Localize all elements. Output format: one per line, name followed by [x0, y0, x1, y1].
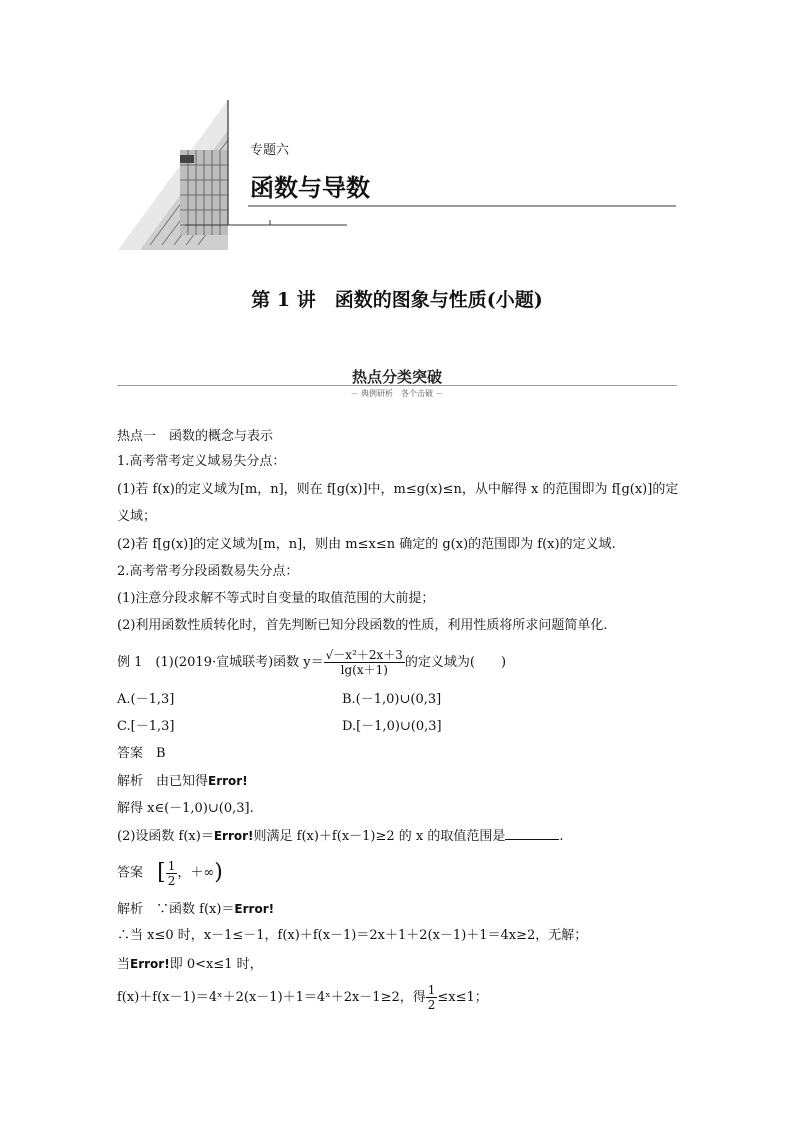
answer-2-label: 答案 [117, 865, 144, 881]
inline-fraction [426, 983, 438, 1012]
paragraph: (1)注意分段求解不等式时自变量的取值范围的大前提； [117, 591, 435, 606]
fraction-numerator: 1 [427, 983, 436, 997]
domain-fraction [324, 648, 405, 677]
solution-2 [117, 900, 274, 919]
section-rule [117, 385, 677, 386]
answer-fraction [166, 859, 178, 888]
left-bracket: [ [157, 860, 166, 885]
topic-label: 专题六 [250, 143, 290, 158]
fraction-numerator: √－x²＋2x＋3 [325, 648, 403, 662]
paragraph: 1.高考常考定义域易失分点： [117, 454, 286, 469]
line-suffix: ≤x≤1； [437, 990, 488, 1005]
paragraph: 2.高考常考分段函数易失分点： [117, 564, 299, 579]
example-1-prefix: 例 1 (1)(2019·宣城联考)函数 y＝ [117, 655, 324, 670]
paragraph: (2)若 f[g(x)]的定义域为[m，n]，则由 m≤x≤n 确定的 g(x)的范围即为 f(x)的定义域. [117, 537, 616, 552]
line-prefix: 当 [117, 957, 131, 972]
answer-2 [117, 855, 223, 891]
section-title: 热点分类突破 [351, 368, 442, 386]
line-suffix: 即 0<x≤1 时， [169, 957, 263, 972]
paragraph: 义域； [117, 509, 157, 524]
solution-line: ∴当 x≤0 时，x－1≤－1，f(x)＋f(x－1)＝2x＋1＋2(x－1)＋1＝4x≥2，无解； [117, 928, 588, 943]
solution-1 [117, 772, 248, 791]
error-placeholder: Error! [130, 957, 170, 971]
right-paren: ) [214, 860, 223, 885]
section-subtitle: － 典例研析 各个击破 － [350, 389, 444, 398]
part-2-end: . [559, 829, 564, 844]
fraction-denominator: 2 [427, 998, 436, 1012]
paragraph: (1)若 f(x)的定义域为[m，n]，则在 f[g(x)]中，m≤g(x)≤n，从中解得 x 的范围即为 f[g(x)]的定 [117, 482, 679, 497]
part-2-prefix: (2)设函数 f(x)＝ [117, 829, 214, 844]
fraction-numerator: 1 [167, 858, 176, 873]
answer-2-rest: ，＋∞ [177, 865, 215, 881]
option-d: D.[－1,0)∪(0,3] [342, 719, 442, 734]
hot-topic-heading: 热点一 函数的概念与表示 [117, 429, 274, 444]
topic-title: 函数与导数 [250, 174, 370, 202]
example-1-part-2 [117, 827, 564, 846]
fraction-denominator: lg(x＋1) [340, 663, 388, 677]
example-1-suffix: 的定义域为( ) [404, 655, 507, 670]
error-placeholder: Error! [213, 829, 254, 843]
line-prefix: f(x)＋f(x－1)＝4ˣ＋2(x－1)＋1＝4ˣ＋2x－1≥2，得 [117, 990, 426, 1005]
error-placeholder: Error! [234, 902, 275, 916]
answer-blank [505, 827, 559, 840]
example-1-question [117, 645, 506, 681]
solution-line [117, 955, 263, 974]
part-2-suffix: 则满足 f(x)＋f(x－1)≥2 的 x 的取值范围是 [253, 829, 506, 844]
error-placeholder: Error! [208, 774, 248, 788]
option-c: C.[－1,3] [117, 719, 175, 734]
option-a: A.(－1,3] [117, 692, 175, 707]
answer-1: 答案 B [117, 746, 166, 761]
chapter-header-graphic [110, 95, 680, 255]
solution-2-prefix: 解析 ∵函数 f(x)＝ [117, 902, 235, 917]
lecture-title: 第 1 讲 函数的图象与性质(小题) [251, 289, 543, 311]
solution-1-prefix: 解析 由已知得 [117, 774, 209, 789]
paragraph: (2)利用函数性质转化时，首先判断已知分段函数的性质，利用性质将所求问题简单化. [117, 618, 608, 633]
fraction-denominator: 2 [167, 873, 176, 888]
solution-line [117, 980, 488, 1016]
solution-1-result: 解得 x∈(－1,0)∪(0,3]. [117, 801, 254, 816]
option-b: B.(－1,0)∪(0,3] [342, 692, 442, 707]
